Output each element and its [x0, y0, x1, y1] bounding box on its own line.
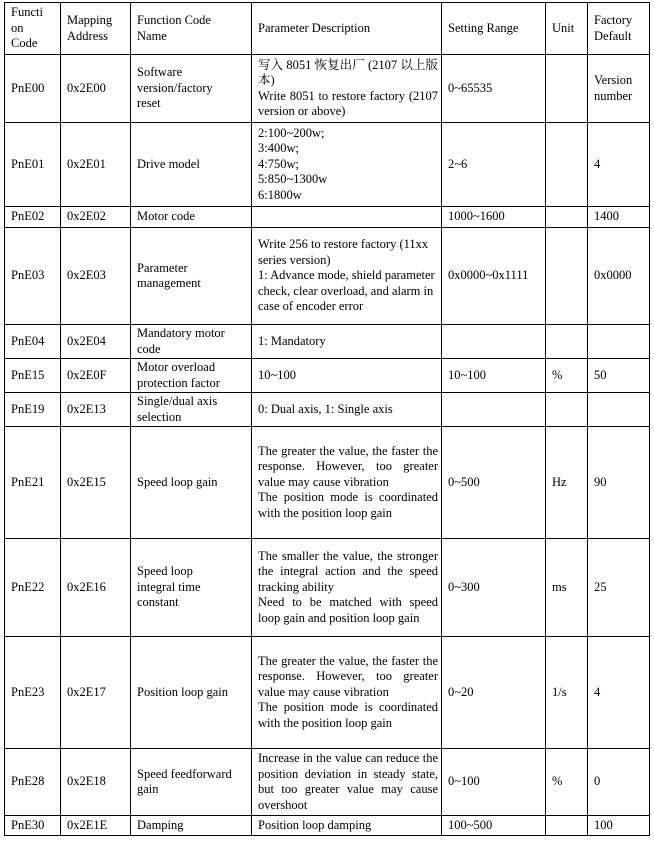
cell-range: 0x0000~0x1111	[442, 228, 546, 325]
cell-description: 10~100	[252, 359, 442, 393]
cell-description: 2:100~200w; 3:400w; 4:750w; 5:850~1300w 6:1800w	[252, 123, 442, 207]
cell-address: 0x2E16	[61, 539, 131, 637]
cell-code: PnE00	[5, 55, 61, 123]
cell-range: 10~100	[442, 359, 546, 393]
cell-address: 0x2E18	[61, 749, 131, 816]
header-function-code: Functi on Code	[5, 3, 61, 55]
cell-default: 4	[588, 123, 650, 207]
cell-unit	[546, 325, 588, 359]
table-row	[5, 539, 650, 637]
cell-default: 25	[588, 539, 650, 637]
cell-description: 0: Dual axis, 1: Single axis	[252, 393, 442, 427]
cell-address: 0x2E0F	[61, 359, 131, 393]
cell-address: 0x2E01	[61, 123, 131, 207]
cell-address: 0x2E1E	[61, 816, 131, 836]
table-row	[5, 228, 650, 325]
cell-default: 1400	[588, 207, 650, 228]
cell-code: PnE15	[5, 359, 61, 393]
table-row	[5, 427, 650, 539]
cell-default: 0x0000	[588, 228, 650, 325]
header-setting-range: Setting Range	[442, 3, 546, 55]
cell-description: Increase in the value can reduce the position deviation in steady state, but too greater value may cause overshoot	[252, 749, 442, 816]
cell-range: 0~65535	[442, 55, 546, 123]
cell-range: 0~20	[442, 637, 546, 749]
cell-unit: 1/s	[546, 637, 588, 749]
table-row	[5, 207, 650, 228]
table-row	[5, 123, 650, 207]
cell-name: Single/dual axis selection	[131, 393, 252, 427]
cell-unit: Hz	[546, 427, 588, 539]
cell-address: 0x2E00	[61, 55, 131, 123]
cell-description: 写入 8051 恢复出厂 (2107 以上版本) Write 8051 to restore factory (2107 version or above)	[252, 55, 442, 123]
cell-name: Speed loop integral time constant	[131, 539, 252, 637]
cell-unit: %	[546, 749, 588, 816]
cell-name: Motor overload protection factor	[131, 359, 252, 393]
cell-address: 0x2E17	[61, 637, 131, 749]
cell-default: 90	[588, 427, 650, 539]
cell-name: Position loop gain	[131, 637, 252, 749]
cell-description: Position loop damping	[252, 816, 442, 836]
cell-unit	[546, 393, 588, 427]
table-row	[5, 749, 650, 816]
cell-code: PnE19	[5, 393, 61, 427]
cell-name: Motor code	[131, 207, 252, 228]
cell-code: PnE04	[5, 325, 61, 359]
cell-address: 0x2E15	[61, 427, 131, 539]
cell-code: PnE23	[5, 637, 61, 749]
cell-code: PnE30	[5, 816, 61, 836]
cell-unit	[546, 228, 588, 325]
cell-unit	[546, 207, 588, 228]
cell-code: PnE01	[5, 123, 61, 207]
cell-range: 0~300	[442, 539, 546, 637]
cell-default: 100	[588, 816, 650, 836]
header-parameter-description: Parameter Description	[252, 3, 442, 55]
cell-description: Write 256 to restore factory (11xx series version) 1: Advance mode, shield parameter check, clear overload, and alarm in case of encoder error	[252, 228, 442, 325]
cell-default: 0	[588, 749, 650, 816]
cell-unit	[546, 55, 588, 123]
cell-description	[252, 207, 442, 228]
cell-code: PnE21	[5, 427, 61, 539]
cell-default	[588, 325, 650, 359]
cell-range: 1000~1600	[442, 207, 546, 228]
cell-code: PnE22	[5, 539, 61, 637]
cell-name: Speed loop gain	[131, 427, 252, 539]
cell-address: 0x2E03	[61, 228, 131, 325]
header-unit: Unit	[546, 3, 588, 55]
cell-name: Mandatory motor code	[131, 325, 252, 359]
cell-description: The greater the value, the faster the response. However, too greater value may cause vibration The position mode is coordinated with the position loop gain	[252, 637, 442, 749]
cell-unit: ms	[546, 539, 588, 637]
cell-default	[588, 393, 650, 427]
table-row	[5, 816, 650, 836]
cell-address: 0x2E04	[61, 325, 131, 359]
cell-name: Parameter management	[131, 228, 252, 325]
header-function-code-name: Function Code Name	[131, 3, 252, 55]
cell-name: Drive model	[131, 123, 252, 207]
cell-range	[442, 393, 546, 427]
cell-code: PnE28	[5, 749, 61, 816]
header-mapping-address: Mapping Address	[61, 3, 131, 55]
cell-unit	[546, 123, 588, 207]
cell-address: 0x2E02	[61, 207, 131, 228]
cell-code: PnE02	[5, 207, 61, 228]
cell-description: The greater the value, the faster the response. However, too greater value may cause vibration The position mode is coordinated with the position loop gain	[252, 427, 442, 539]
cell-range: 2~6	[442, 123, 546, 207]
cell-range: 0~100	[442, 749, 546, 816]
table-row	[5, 637, 650, 749]
cell-name: Software version/factory reset	[131, 55, 252, 123]
table-row	[5, 359, 650, 393]
parameter-table	[4, 2, 650, 836]
cell-address: 0x2E13	[61, 393, 131, 427]
table-row	[5, 55, 650, 123]
cell-range	[442, 325, 546, 359]
cell-name: Speed feedforward gain	[131, 749, 252, 816]
cell-range: 100~500	[442, 816, 546, 836]
cell-unit	[546, 816, 588, 836]
cell-default: 50	[588, 359, 650, 393]
cell-description: The smaller the value, the stronger the integral action and the speed tracking ability Need to be matched with speed loop gain and position loop gain	[252, 539, 442, 637]
cell-description: 1: Mandatory	[252, 325, 442, 359]
cell-code: PnE03	[5, 228, 61, 325]
table-row	[5, 393, 650, 427]
cell-default: 4	[588, 637, 650, 749]
cell-range: 0~500	[442, 427, 546, 539]
cell-unit: %	[546, 359, 588, 393]
cell-name: Damping	[131, 816, 252, 836]
table-row	[5, 325, 650, 359]
cell-default: Version number	[588, 55, 650, 123]
table-header-row	[5, 3, 650, 55]
header-factory-default: Factory Default	[588, 3, 650, 55]
